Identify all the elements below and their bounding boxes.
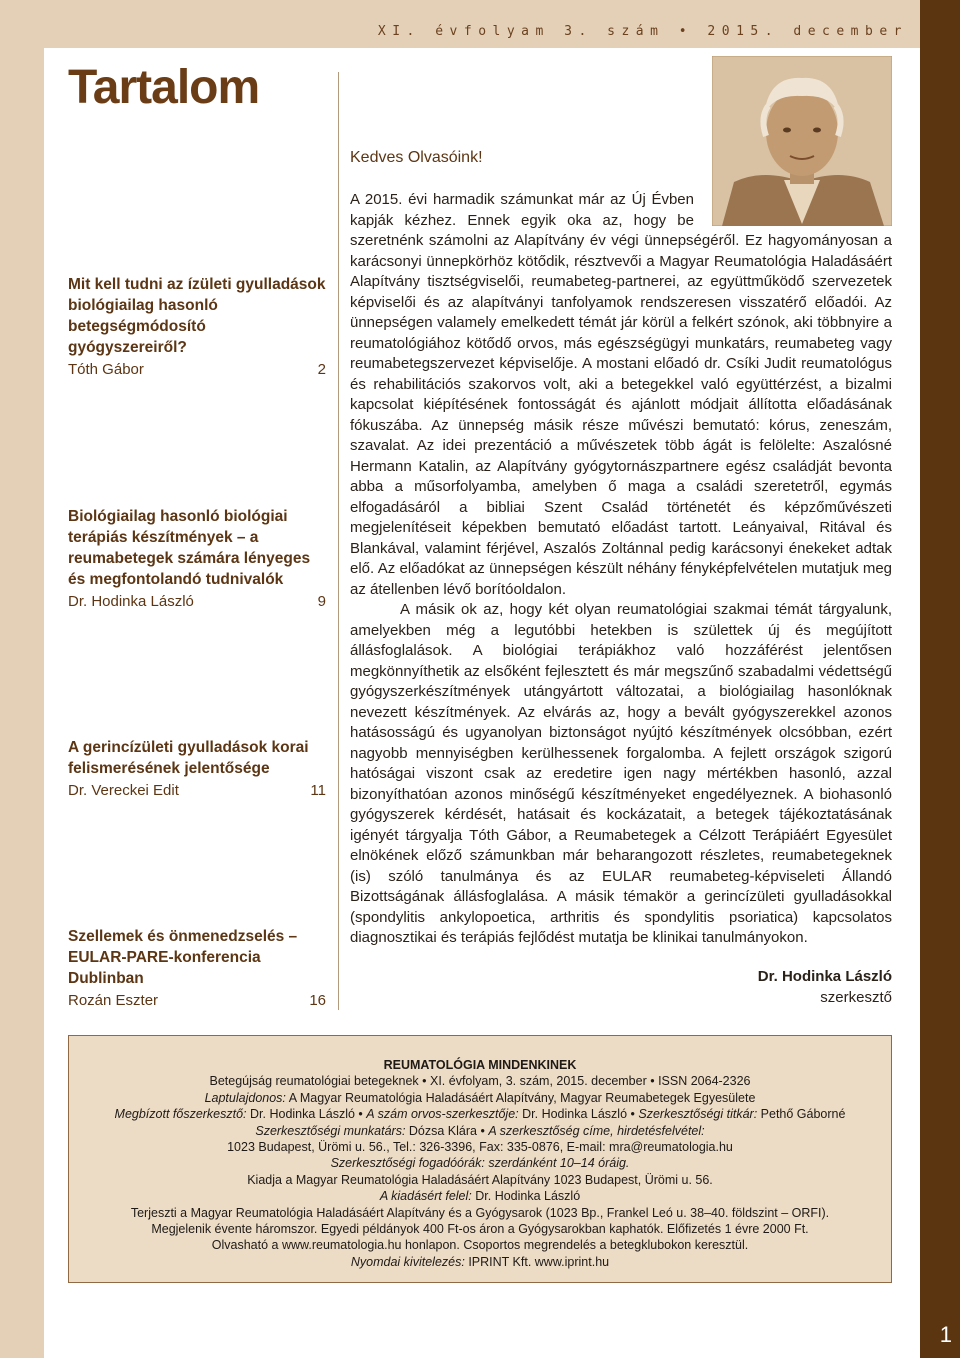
imprint-line: 1023 Budapest, Ürömi u. 56., Tel.: 326-3396, Fax: 335-0876, E-mail: mra@reumatologia.hu [227, 1140, 733, 1155]
column-divider [338, 72, 339, 1010]
toc-entry-page: 9 [317, 593, 326, 610]
imprint-label: Megbízott főszerkesztő: [114, 1107, 247, 1122]
imprint-label: Szerkesztőségi fogadóórák: [330, 1156, 485, 1171]
imprint-line: Olvasható a www.reumatologia.hu honlapon. Csoportos megrendelés a betegklubokon keresztül. [211, 1238, 749, 1253]
editorial-body [350, 190, 892, 949]
imprint-line [79, 1188, 881, 1204]
toc-entry-author: Dr. Vereckei Edit [68, 782, 179, 799]
imprint-value: Pethő Gáborné [760, 1107, 846, 1122]
signature-role: szerkesztő [820, 988, 892, 1006]
imprint-box [68, 1035, 892, 1283]
toc-entry-author: Tóth Gábor [68, 361, 144, 378]
photo-text-wrap [700, 190, 892, 230]
editorial-greeting: Kedves Olvasóink! [350, 149, 483, 166]
signature-name: Dr. Hodinka László [757, 968, 892, 985]
imprint-label: Nyomdai kivitelezés: [350, 1254, 465, 1269]
toc-entry[interactable] [68, 506, 326, 612]
imprint-line: Betegújság reumatológiai betegeknek • XI. évfolyam, 3. szám, 2015. december • ISSN 2064-2326 [209, 1074, 751, 1089]
imprint-label: A kiadásért felel: [379, 1189, 472, 1204]
imprint-label: Szerkesztőségi munkatárs: [255, 1123, 406, 1138]
imprint-value: szerdánként 10–14 óráig. [488, 1156, 630, 1171]
imprint-line: Megbízott főszerkesztő: Dr. Hodinka László • A szám orvos-szerkesztője: Dr. Hodinka László • Szerkesztőségi titkár: Pethő Gáborné [114, 1107, 846, 1122]
imprint-label: A szám orvos-szerkesztője: [366, 1107, 519, 1122]
page-title: Tartalom [68, 61, 260, 114]
editorial-signature [758, 967, 892, 1008]
right-color-strip [920, 0, 960, 1358]
imprint-line [79, 1254, 881, 1270]
toc-entry-page: 11 [310, 782, 326, 799]
imprint-line [79, 1090, 881, 1106]
toc-entry-title: Mit kell tudni az ízületi gyulladások biológiailag hasonló betegségmódosító gyógyszereiről? [68, 276, 326, 356]
imprint-line: Szerkesztőségi munkatárs: Dózsa Klára • A szerkesztőség címe, hirdetésfelvétel: [255, 1123, 705, 1138]
toc-entry-author: Dr. Hodinka László [68, 593, 194, 610]
imprint-line [79, 1155, 881, 1171]
page-number: 1 [939, 1322, 952, 1347]
imprint-heading: REUMATOLÓGIA MINDENKINEK [383, 1058, 577, 1072]
imprint-value: Dr. Hodinka László [522, 1107, 628, 1122]
imprint-label: A szerkesztőség címe, hirdetésfelvétel: [488, 1123, 705, 1138]
editorial-paragraph: A 2015. évi harmadik számunkat már az Új Évben kapják kézhez. Ennek egyik oka az, hogy be szeretnénk számolni az Alapítvány év végi ünnepségéről. Ez hagyományosan a karácsonyi ünnepkörhöz kötődik, résztvevői a Magyar Reumatológia Haladásáért Alapítvány tisztségviselői, reumabeteg-partnerei, az együttműködő szervezetek képviselői és az alapítványi tanfolyamok rendszeresen visszatérő előadói. Az ünnepségen valamely emelkedett témát jár körül a felkért szónok, aki többnyire a reumatológiához kötődő orvos, más egészségügyi munkatárs, reumabeteg vagy reumabetegszervezet képviselője. A mostani előadó dr. Csíki Judit reumatológus és rehabilitációs szakorvos volt, aki a betegekkel való együttérzést, a bizalmi kapcsolat kiépítésének fontosságát és ajánlott módjait állította előadásának fókuszába. Az ünnepség másik része művészi bemutató: kórus, zeneszám, szavalat. Az idei prezentáció a művészetek több ágát is felölelte: Aszalósné Hermann Katalin, az Alapítvány gyógytornászpartnere egész családját bevonta abba a műsorfolyamba, amelyben ő maga a családi szeretetről, egymás elfogadásáról a bibliai Szent Család történetét és képzőművészeti megjelenítéseit képekben bemutató előadást tartott. Leányaival, Ritával és Blankával, valamint férjével, Aszalós Zoltánnal pedig karácsonyi énekeket adtak elő. Az előadókat az ünnepségen készült néhány fényképfelvételen mutatjuk meg az átellenben lévő borítóoldalon. [350, 191, 892, 598]
imprint-value: Dr. Hodinka László [475, 1189, 581, 1204]
imprint-line: Terjeszti a Magyar Reumatológia Haladásáért Alapítvány és a Gyógysarok (1023 Bp., Frankel Leó u. 38–40. földszint – ORFI). [130, 1205, 830, 1220]
imprint-label: Laptulajdonos: [204, 1090, 286, 1105]
toc-entry-page: 2 [317, 361, 326, 378]
imprint-label: Szerkesztőségi titkár: [638, 1107, 758, 1122]
toc-entry-author: Rozán Eszter [68, 992, 159, 1009]
toc-entry-title: Biológiailag hasonló biológiai terápiás készítmények – a reumabetegek számára lényeges és megfontolandó tudnivalók [68, 508, 311, 588]
toc-entry-title: Szellemek és önmenedzselés – EULAR-PARE-konferencia Dublinban [68, 928, 298, 987]
imprint-line: Kiadja a Magyar Reumatológia Haladásáért Alapítvány 1023 Budapest, Ürömi u. 56. [247, 1172, 713, 1187]
toc-entry-page: 16 [309, 992, 326, 1009]
issue-line: XI. évfolyam 3. szám • 2015. december [377, 24, 908, 39]
toc-entry[interactable] [68, 926, 326, 1011]
imprint-line: Megjelenik évente háromszor. Egyedi példányok 400 Ft-os áron a Gyógysarokban kaphatók. Előfizetés 1 évre 2000 Ft. [151, 1222, 809, 1237]
left-color-bar [0, 0, 44, 1358]
toc-entry-title: A gerincízületi gyulladások korai felismerésének jelentősége [68, 739, 309, 777]
toc-entry[interactable] [68, 274, 326, 380]
imprint-value: Dózsa Klára [408, 1123, 477, 1138]
editorial-paragraph: A másik ok az, hogy két olyan reumatológiai szakmai témát tárgyalunk, amelyekben még a legutóbbi hetekben is születtek új és megújított állásfoglalások. A biológiai terápiákhoz való hozzáférést jelentősen megkönnyíthetik az elsőként fejlesztett és már megszűnő szabadalmi védettségű gyógyszerkészítmények utángyártott változatai, a biológiailag hasonlóknak nevezett készítmények. Az elvárás az, hogy a bevált gyógyszerekkel azonos hatásosságú és ugyanolyan biztonságot nyújtó készítmények olcsóbban, ezért nagyobb mennyiségben kerülhessenek forgalomba. A fejlett országok szigorú hatóságai viszont csak az eredetire igen nagy mértékben hasonló, azzal bizonyíthatóan azonos minőségű készítményeket engedélyeznek. A biohasonló gyógyszerek kérdését, hatásait és kockázatait, a betegek tájékoztatásának igényét tárgyalja Tóth Gábor, a Reumabetegek a Célzott Terápiáért Egyesület elnökének előző számunkban már beharangozott részletes, reumabetegeknek (is) szóló tanulmánya és az EULAR reumabeteg-képviseleti Állandó Bizottságának állásfoglalása. A másik témakör a gerincízületi gyulladásokkal (spondylitis ankylopoetica, arthritis és spondylitis psoriatica) kapcsolatos diagnosztikai és terápiás fejlődést mutatja be klinikai tanulmányokon. [350, 601, 892, 946]
imprint-value: Dr. Hodinka László [250, 1107, 355, 1122]
toc-entry[interactable] [68, 737, 326, 801]
imprint-value: A Magyar Reumatológia Haladásáért Alapítvány, Magyar Reumabetegek Egyesülete [288, 1090, 756, 1105]
imprint-value: IPRINT Kft. www.iprint.hu [468, 1254, 610, 1269]
